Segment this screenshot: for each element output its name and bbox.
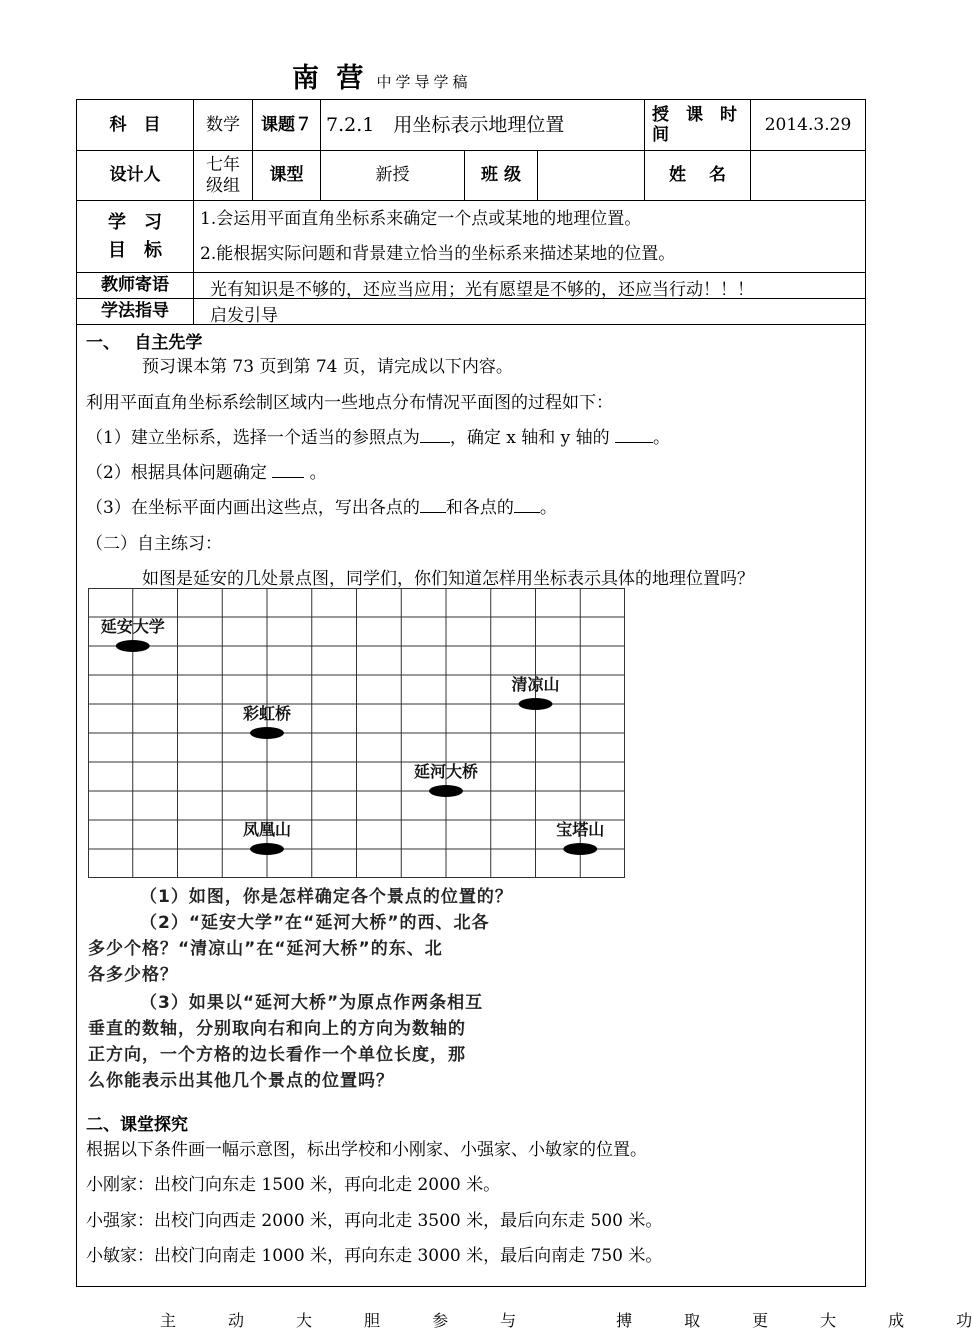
row-divider [76, 324, 866, 325]
subject-label: 科 目 [109, 114, 161, 135]
blank-coordinates[interactable] [420, 498, 446, 513]
name-value[interactable] [751, 151, 865, 200]
question-2-line2: 多少个格？“清凉山”在“延河大桥”的东、北 [88, 939, 443, 959]
time-label-line2: 间 [652, 125, 669, 145]
teacher-words-label: 教师寄语 [101, 275, 169, 296]
scenic-spot-marker [429, 785, 463, 797]
designer-value-line2: 级组 [206, 175, 240, 196]
question-2-line1: （2）“延安大学”在“延河大桥”的西、北各 [140, 913, 490, 933]
footer-char: 大 [296, 1311, 313, 1330]
step1-text-a: （1）建立坐标系，选择一个适当的参照点为 [86, 428, 420, 448]
question-3-line2: 垂直的数轴，分别取向右和向上的方向为数轴的 [88, 1019, 466, 1039]
scenic-spot-marker [116, 640, 150, 652]
goals-label-line1: 学 习 [108, 211, 162, 233]
teacher-words-value: 光有知识是不够的，还应当应用；光有愿望是不够的，还应当行动！！！ [210, 280, 754, 300]
scenic-spot-label: 清凉山 [511, 675, 560, 694]
goal-item-2: 2.能根据实际问题和背景建立恰当的坐标系来描述某地的位置。 [200, 244, 676, 264]
practice-intro: 如图是延安的几处景点图，同学们，你们知道怎样用坐标表示具体的地理位置吗？ [142, 569, 754, 589]
footer-char: 与 [500, 1311, 517, 1330]
step-3 [86, 493, 557, 518]
section2-intro: 根据以下条件画一幅示意图，标出学校和小刚家、小强家、小敏家的位置。 [86, 1140, 647, 1160]
question-2-line3: 各多少格？ [88, 965, 178, 985]
scenic-spot-label: 宝塔山 [556, 820, 605, 839]
xiaoqiang-home: 小强家：出校门向西走 2000 米，再向北走 3500 米，最后向东走 500 米。 [86, 1211, 663, 1231]
footer-char: 取 [684, 1311, 701, 1330]
doc-subtitle: 中学导学稿 [376, 73, 472, 91]
step1-text-b: ，确定 x 轴和 y 轴的 [449, 428, 610, 448]
scenic-spot-marker [519, 698, 553, 710]
row-divider [76, 272, 866, 273]
footer-char: 更 [752, 1311, 769, 1330]
page-title [292, 56, 472, 95]
date-value: 2014.3.29 [764, 114, 852, 135]
scenic-spot-label: 彩虹桥 [242, 704, 292, 723]
scenic-spot-marker [563, 843, 597, 855]
step3-text-c: 。 [539, 498, 557, 518]
designer-label: 设计人 [109, 165, 161, 186]
question-3-line3: 正方向，一个方格的边长看作一个单位长度，那 [88, 1045, 466, 1065]
question-3-line4: 么你能表示出其他几个景点的位置吗？ [88, 1071, 394, 1091]
topic-value: 7.2.1 用坐标表示地理位置 [326, 113, 565, 136]
step1-text-c: 。 [653, 428, 671, 448]
footer-char: 大 [820, 1311, 837, 1330]
blank-reference-point[interactable] [420, 428, 450, 443]
footer-char: 主 [160, 1311, 177, 1330]
xiaogang-home: 小刚家：出校门向东走 1500 米，再向北走 2000 米。 [86, 1175, 501, 1195]
type-value: 新授 [375, 165, 410, 186]
scenic-spot-marker [250, 843, 284, 855]
method-value: 启发引导 [210, 306, 278, 326]
class-value[interactable] [538, 151, 644, 200]
step3-text-a: （3）在坐标平面内画出这些点，写出各点的 [86, 498, 420, 518]
question-1: （1）如图，你是怎样确定各个景点的位置的？ [140, 887, 513, 907]
topic-label: 课题７ [261, 114, 312, 135]
scenic-spot-grid-map [88, 588, 625, 878]
preview-instruction: 预习课本第 73 页到第 74 页，请完成以下内容。 [142, 357, 513, 377]
xiaomin-home: 小敏家：出校门向南走 1000 米，再向东走 3000 米，最后向南走 750 米。 [86, 1246, 663, 1266]
subject-value: 数学 [206, 114, 240, 135]
class-label: 班 级 [481, 165, 521, 186]
practice-heading: （二）自主练习： [86, 534, 222, 554]
footer-char: 动 [228, 1311, 245, 1330]
type-label: 课型 [269, 165, 304, 186]
step3-text-b: 和各点的 [445, 498, 514, 518]
scenic-spot-marker [250, 727, 284, 739]
time-label-line1: 授 课 时 [652, 104, 737, 125]
section2-heading: 二、课堂探究 [86, 1115, 188, 1135]
step-2 [86, 458, 327, 483]
blank-unit-length[interactable] [272, 463, 304, 478]
school-name: 南 营 [292, 63, 368, 94]
method-label: 学法指导 [101, 301, 169, 322]
scenic-spot-label: 延河大桥 [413, 762, 479, 781]
row-divider [76, 200, 866, 201]
process-intro: 利用平面直角坐标系绘制区域内一些地点分布情况平面图的过程如下： [86, 393, 613, 413]
footer-char: 成 [888, 1311, 905, 1330]
goal-item-1: 1.会运用平面直角坐标系来确定一个点或某地的地理位置。 [200, 209, 642, 229]
question-3-line1: （3）如果以“延河大桥”为原点作两条相互 [140, 993, 484, 1013]
footer-char: 参 [432, 1311, 449, 1330]
designer-value-line1: 七年 [206, 155, 240, 176]
footer-char: 功 [956, 1311, 972, 1330]
section1-heading: 一、 自主先学 [86, 333, 203, 353]
footer-motto [160, 1308, 972, 1331]
footer-char: 胆 [364, 1311, 381, 1330]
step2-text-a: （2）根据具体问题确定 [86, 463, 267, 483]
name-label: 姓 名 [669, 165, 726, 186]
blank-axis-direction[interactable] [615, 428, 653, 443]
step-1 [86, 423, 670, 448]
step2-text-b: 。 [304, 463, 327, 483]
blank-names[interactable] [514, 498, 540, 513]
scenic-spot-label: 延安大学 [100, 617, 165, 636]
scenic-spot-label: 凤凰山 [242, 820, 292, 839]
footer-char: 搏 [616, 1311, 633, 1330]
goals-label-line2: 目 标 [108, 239, 162, 261]
